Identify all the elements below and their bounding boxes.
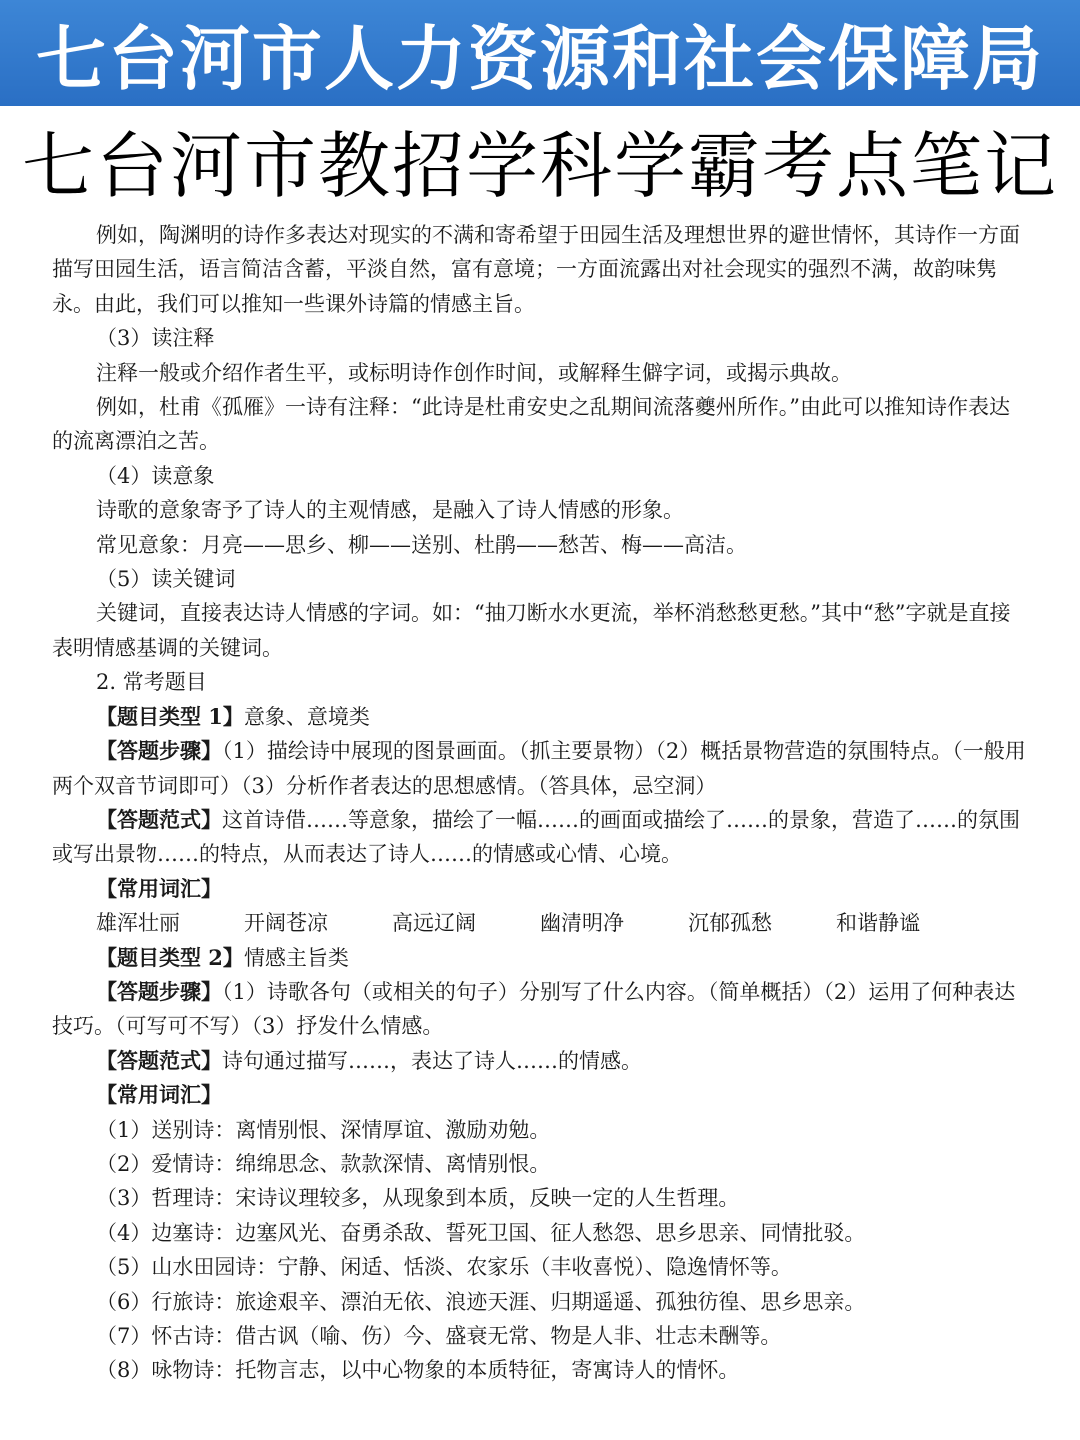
list-item: （2）爱情诗：绵绵思念、款款深情、离情别恨。	[96, 1151, 551, 1176]
answer-steps-2-label: 【答题步骤】	[96, 978, 222, 1004]
answer-steps-1-text: （1）描绘诗中展现的图景画面。（抓主要景物）（2）概括景物营造的氛围特点。（一般用两个双音节词即可）（3）分析作者表达的思想感情。（答具体，忌空洞）	[52, 739, 1026, 798]
answer-steps-2-text: （1）诗歌各句（或相关的句子）分别写了什么内容。（简单概括）（2）运用了何种表达技巧。（可写可不写）（3）抒发什么情感。	[52, 979, 1016, 1039]
answer-form-1-text: 这首诗借……等意象，描绘了一幅……的画面或描绘了……的景象，营造了……的氛围或写出景物……的特点，从而表达了诗人……的情感或心情、心境。	[52, 807, 1020, 867]
vocab-1-label: 【常用词汇】	[96, 875, 222, 901]
heading-read-imagery: （4）读意象	[96, 463, 215, 488]
vocab-term: 雄浑壮丽	[96, 911, 180, 936]
answer-form-2-label: 【答题范式】	[96, 1047, 222, 1073]
list-item: （4）边塞诗：边塞风光、奋勇杀敌、誓死卫国、征人愁怨、思乡思亲、同情批驳。	[96, 1220, 866, 1245]
answer-steps-2	[52, 975, 1028, 1044]
heading-read-notes: （3）读注释	[96, 326, 215, 351]
banner-title: 七台河市人力资源和社会保障局	[36, 17, 1044, 100]
list-item: （3）哲理诗：宋诗议理较多，从现象到本质，反映一定的人生哲理。	[96, 1186, 740, 1211]
vocab-term: 开阔苍凉	[244, 911, 328, 936]
list-item: （5）山水田园诗：宁静、闲适、恬淡、农家乐（丰收喜悦）、隐逸情怀等。	[96, 1255, 792, 1280]
list-item: （6）行旅诗：旅途艰辛、漂泊无依、浪迹天涯、归期遥遥、孤独彷徨、思乡思亲。	[96, 1289, 866, 1314]
heading-read-keywords: （5）读关键词	[96, 567, 236, 592]
question-type-2-text: 情感主旨类	[243, 945, 349, 970]
list-item: （1）送别诗：离情别恨、深情厚谊、激励劝勉。	[96, 1117, 551, 1142]
header-banner	[0, 0, 1080, 106]
list-item: （7）怀古诗：借古讽（喻、伤）今、盛衰无常、物是人非、壮志未酬等。	[96, 1324, 782, 1348]
vocab-term: 沉郁孤愁	[688, 911, 772, 936]
paragraph-common-imagery: 常见意象：月亮——思乡、柳——送别、杜鹃——愁苦、梅——高洁。	[96, 532, 747, 557]
answer-form-1-label: 【答题范式】	[96, 806, 222, 832]
answer-form-2	[52, 1044, 1028, 1078]
question-type-1-label: 【题目类型 1】	[96, 703, 244, 729]
paragraph-du-fu: 例如，杜甫《孤雁》一诗有注释：“此诗是杜甫安史之乱期间流落夔州所作。”由此可以推知诗作表达的流离漂泊之苦。	[52, 395, 1010, 454]
answer-form-2-text: 诗句通过描写……，表达了诗人……的情感。	[222, 1048, 642, 1073]
paragraph-tao-yuanming: 例如，陶渊明的诗作多表达对现实的不满和寄希望于田园生活及理想世界的避世情怀，其诗作一方面描写田园生活，语言简洁含蓄，平淡自然，富有意境；一方面流露出对社会现实的强烈不满，故韵味隽永。由此，我们可以推知一些课外诗篇的情感主旨。	[52, 223, 1020, 316]
vocab-term: 和谐静谧	[836, 911, 920, 936]
paragraph-imagery: 诗歌的意象寄予了诗人的主观情感，是融入了诗人情感的形象。	[96, 498, 684, 523]
answer-form-1	[52, 803, 1028, 872]
vocab-term: 高远辽阔	[392, 911, 476, 936]
document-body	[52, 218, 1028, 1388]
paragraph-keywords: 关键词，直接表达诗人情感的字词。如：“抽刀断水水更流，举杯消愁愁更愁。”其中“愁”字就是直接表明情感基调的关键词。	[52, 601, 1011, 660]
question-type-2-label: 【题目类型 2】	[96, 944, 244, 970]
list-item: （8）咏物诗：托物言志，以中心物象的本质特征，寄寓诗人的情怀。	[96, 1358, 740, 1383]
paragraph-notes: 注释一般或介绍作者生平，或标明诗作创作时间，或解释生僻字词，或揭示典故。	[96, 360, 852, 385]
question-type-1	[52, 700, 1028, 734]
vocab-2-label: 【常用词汇】	[96, 1082, 222, 1108]
page-title: 七台河市教招学科学霸考点笔记	[21, 124, 1058, 208]
heading-common-questions: 2. 常考题目	[96, 670, 207, 695]
vocab-1-row	[52, 906, 1028, 940]
answer-steps-1	[52, 734, 1028, 803]
question-type-2	[52, 941, 1028, 975]
answer-steps-1-label: 【答题步骤】	[96, 738, 222, 764]
vocab-term: 幽清明净	[540, 911, 624, 936]
question-type-1-text: 意象、意境类	[243, 704, 370, 729]
